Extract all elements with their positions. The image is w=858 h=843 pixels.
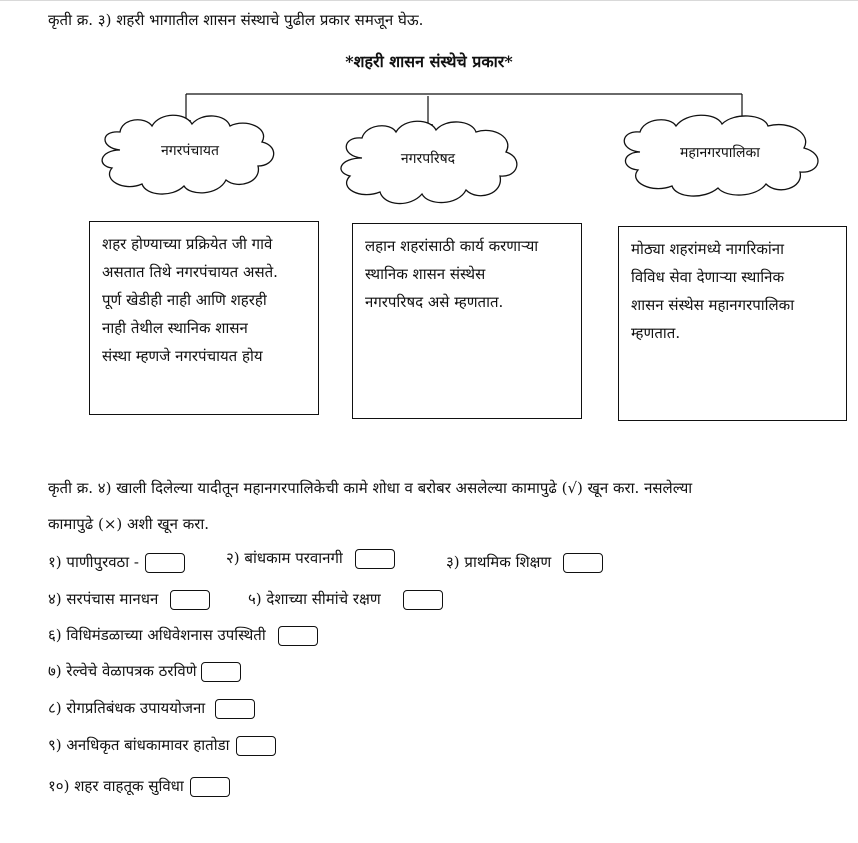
item-label: ३) प्राथमिक शिक्षण bbox=[446, 553, 552, 571]
answer-checkbox-2[interactable] bbox=[355, 549, 395, 569]
item-1 bbox=[48, 552, 185, 573]
description-line: पूर्ण खेडीही नाही आणि शहरही bbox=[102, 291, 267, 309]
type-name-mahanagarpalika: महानगरपालिका bbox=[680, 145, 760, 161]
answer-checkbox-8[interactable] bbox=[215, 699, 255, 719]
description-line: लहान शहरांसाठी कार्य करणाऱ्या bbox=[365, 237, 539, 255]
diagram-title: *शहरी शासन संस्थेचे प्रकार* bbox=[345, 52, 513, 71]
answer-checkbox-10[interactable] bbox=[190, 777, 230, 797]
type-name-nagarparishad: नगरपरिषद bbox=[400, 151, 456, 167]
item-label: ५) देशाच्या सीमांचे रक्षण bbox=[248, 590, 381, 608]
description-line: शासन संस्थेस महानगरपालिका bbox=[631, 296, 795, 314]
description-line: मोठ्या शहरांमध्ये नागरिकांना bbox=[631, 240, 784, 258]
activity4-instruction-line2: कामापुढे (×) अशी खून करा. bbox=[48, 515, 210, 533]
type-name-nagarpanchayat: नगरपंचायत bbox=[161, 143, 219, 159]
description-line: म्हणतात. bbox=[631, 324, 681, 342]
description-box-nagarpanchayat bbox=[89, 221, 319, 415]
description-line: नगरपरिषद असे म्हणतात. bbox=[365, 293, 504, 311]
item-3 bbox=[446, 552, 603, 573]
answer-checkbox-9[interactable] bbox=[236, 736, 276, 756]
answer-checkbox-3[interactable] bbox=[563, 553, 603, 573]
description-line: नाही तेथील स्थानिक शासन bbox=[102, 319, 248, 337]
item-2 bbox=[226, 548, 395, 569]
answer-checkbox-5[interactable] bbox=[403, 590, 443, 610]
item-4 bbox=[48, 589, 210, 610]
description-box-nagarparishad bbox=[352, 223, 582, 419]
item-10 bbox=[48, 776, 230, 797]
activity3-heading: कृती क्र. ३) शहरी भागातील शासन संस्थाचे पुढील प्रकार समजून घेऊ. bbox=[48, 11, 424, 29]
description-box-mahanagarpalika bbox=[618, 226, 847, 421]
item-label: ७) रेल्वेचे वेळापत्रक ठरविणे bbox=[48, 662, 197, 680]
item-label: ९) अनधिकृत बांधकामावर हातोडा bbox=[48, 736, 230, 754]
item-5 bbox=[248, 589, 443, 610]
description-line: संस्था म्हणजे नगरपंचायत होय bbox=[102, 347, 263, 365]
answer-checkbox-7[interactable] bbox=[201, 662, 241, 682]
item-8 bbox=[48, 698, 255, 719]
item-label: ८) रोगप्रतिबंधक उपाययोजना bbox=[48, 699, 206, 717]
item-label: १०) शहर वाहतूक सुविधा bbox=[48, 777, 184, 795]
item-label: ४) सरपंचास मानधन bbox=[48, 590, 159, 608]
item-label: १) पाणीपुरवठा - bbox=[48, 553, 139, 571]
item-7 bbox=[48, 661, 241, 682]
item-label: ६) विधिमंडळाच्या अधिवेशनास उपस्थिती bbox=[48, 626, 266, 644]
activity4-instruction-line1: कृती क्र. ४) खाली दिलेल्या यादीतून महानगरपालिकेची कामे शोधा व बरोबर असलेल्या कामापुढे (√) खून करा. नसलेल्या bbox=[48, 479, 693, 497]
description-line: शहर होण्याच्या प्रक्रियेत जी गावे bbox=[102, 235, 273, 253]
item-label: २) बांधकाम परवानगी bbox=[226, 549, 343, 567]
answer-checkbox-1[interactable] bbox=[145, 553, 185, 573]
answer-checkbox-6[interactable] bbox=[278, 626, 318, 646]
description-line: असतात तिथे नगरपंचायत असते. bbox=[102, 263, 278, 281]
description-line: विविध सेवा देणाऱ्या स्थानिक bbox=[631, 268, 784, 286]
description-line: स्थानिक शासन संस्थेस bbox=[365, 265, 486, 283]
answer-checkbox-4[interactable] bbox=[170, 590, 210, 610]
item-9 bbox=[48, 735, 276, 756]
item-6 bbox=[48, 625, 318, 646]
